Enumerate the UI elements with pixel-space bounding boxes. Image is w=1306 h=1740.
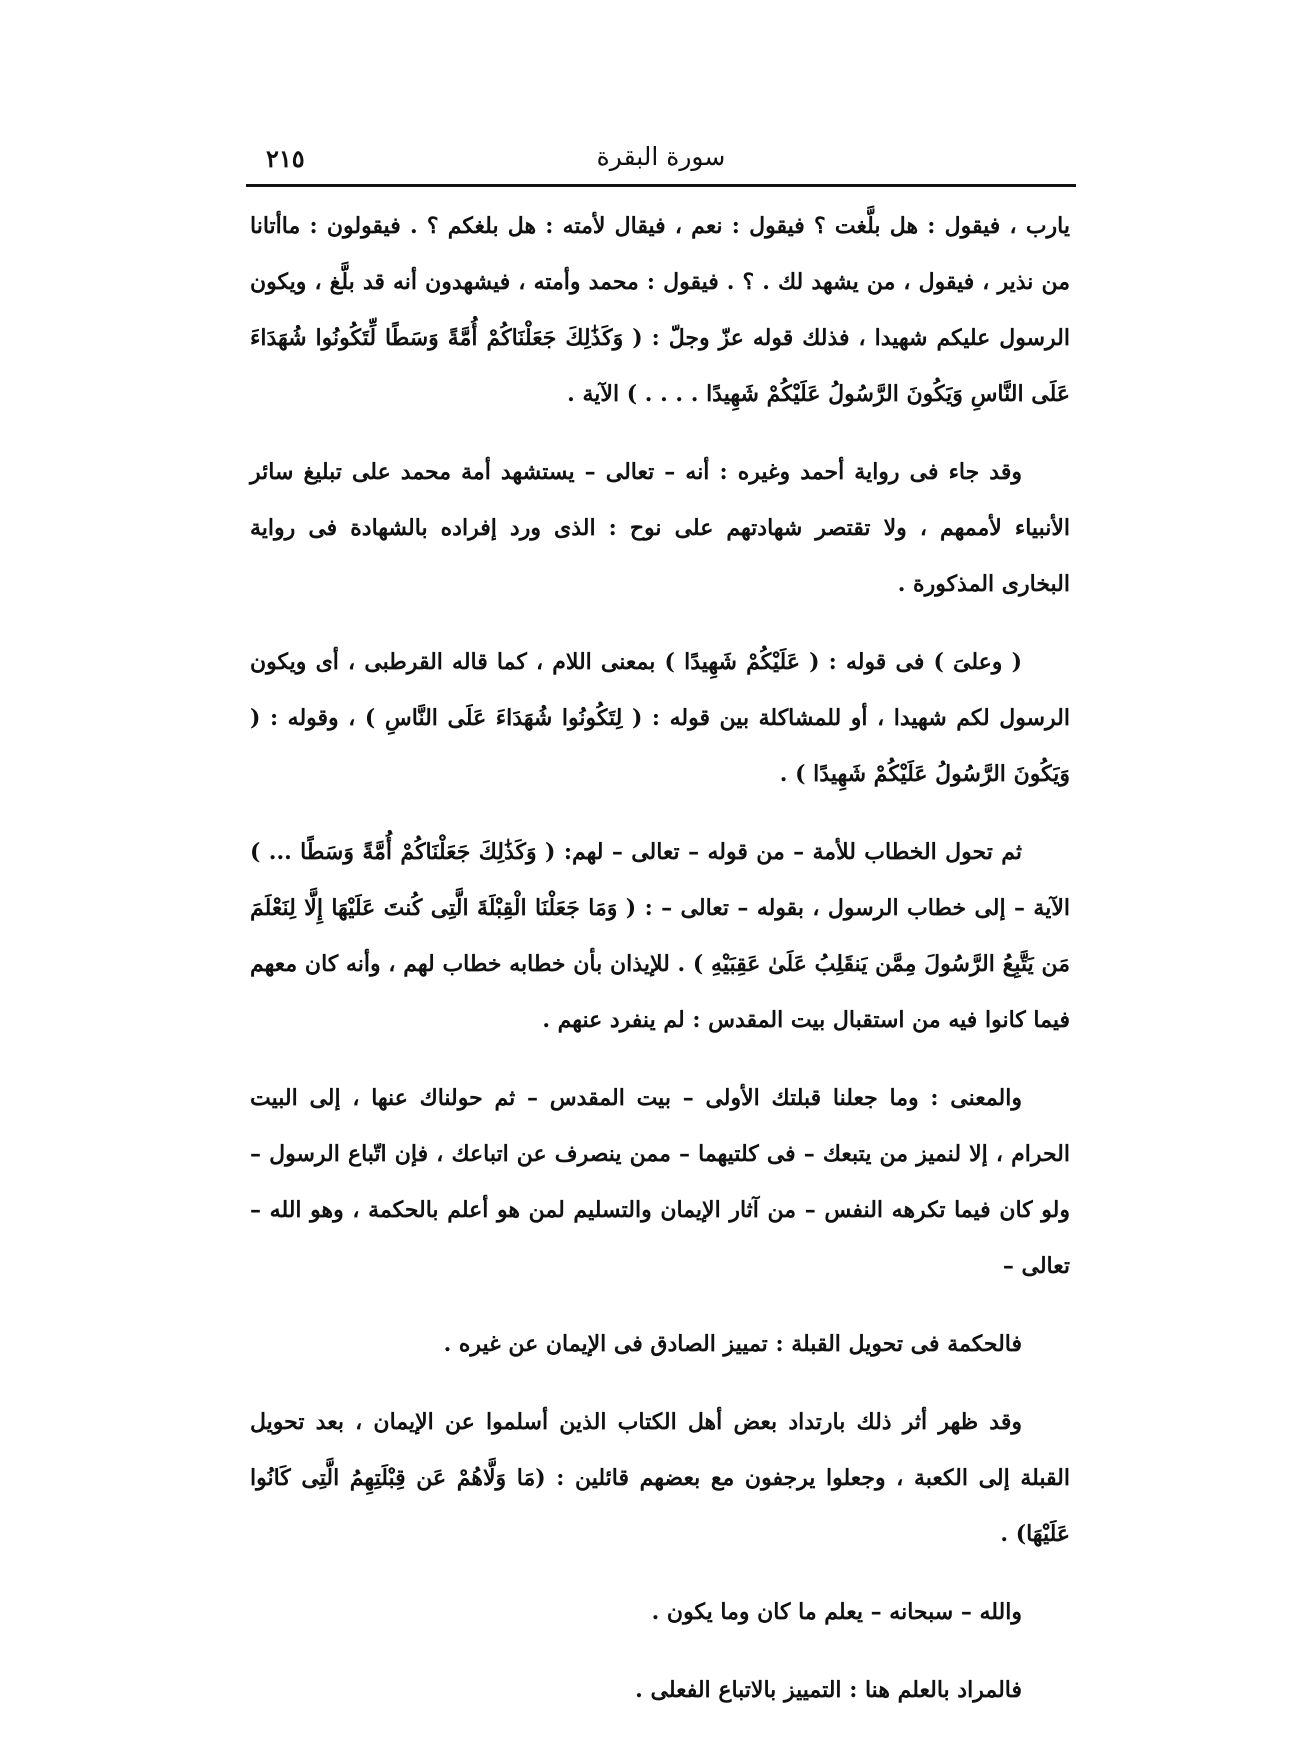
paragraph-7: وقد ظهر أثر ذلك بارتداد بعض أهل الكتاب الذين أسلموا عن الإيمان ، بعد تحويل القبلة إلى الكعبة ، وجعلوا يرجفون مع بعضهم قائلين : (مَا وَلَّاهُمْ عَن قِبْلَتِهِمُ الَّتِى كَانُوا عَلَيْهَا) . bbox=[250, 1409, 1070, 1547]
page-number: ٢١٥ bbox=[266, 144, 305, 173]
paragraph-2: وقد جاء فى رواية أحمد وغيره : أنه – تعالى – يستشهد أمة محمد على تبليغ سائر الأنبياء لأممهم ، ولا تقتصر شهادتهم على نوح : الذى ورد إفراده بالشهادة فى رواية البخارى المذكورة . bbox=[250, 459, 1070, 597]
header-rule bbox=[246, 184, 1076, 187]
paragraph-6: فالحكمة فى تحويل القبلة : تمييز الصادق فى الإيمان عن غيره . bbox=[443, 1331, 1022, 1357]
paragraph-5: والمعنى : وما جعلنا قبلتك الأولى – بيت المقدس – ثم حولناك عنها ، إلى البيت الحرام ، إلا لنميز من يتبعك – فى كلتيهما – ممن ينصرف عن اتباعك ، فإن اتّباع الرسول – ولو كان فيما تكرهه النفس – من آثار الإيمان والتسليم لمن هو أعلم بالحكمة ، وهو الله – تعالى – bbox=[250, 1085, 1070, 1279]
running-title: سورة البقرة bbox=[596, 142, 726, 171]
paragraph-3: ( وعلىَ ) فى قوله : ( عَلَيْكُمْ شَهِيدًا ) بمعنى اللام ، كما قاله القرطبى ، أى ويكون الرسول لكم شهيدا ، أو للمشاكلة بين قوله : ( لِتَكُونُوا شُهَدَاءَ عَلَى النَّاسِ ) ، وقوله : ( وَيَكُونَ الرَّسُولُ عَلَيْكُمْ شَهِيدًا ) . bbox=[250, 649, 1070, 787]
paragraph-4: ثم تحول الخطاب للأمة – من قوله – تعالى – لهم: ( وَكَذَٰلِكَ جَعَلْنَاكُمْ أُمَّةً وَسَطًا ... ) الآية – إلى خطاب الرسول ، بقوله – تعالى – : ( وَمَا جَعَلْنَا الْقِبْلَةَ الَّتِى كُنتَ عَلَيْهَا إِلَّا لِنَعْلَمَ مَن يَتَّبِعُ الرَّسُولَ مِمَّن يَنقَلِبُ عَلَىٰ عَقِبَيْهِ ) . للإيذان بأن خطابه خطاب لهم ، وأنه كان معهم فيما كانوا فيه من استقبال بيت المقدس : لم ينفرد عنهم . bbox=[250, 839, 1070, 1033]
paragraph-9: فالمراد بالعلم هنا : التمييز بالاتباع الفعلى . bbox=[635, 1677, 1022, 1703]
paragraph-8: والله – سبحانه – يعلم ما كان وما يكون . bbox=[651, 1599, 1022, 1625]
paragraph-1: يارب ، فيقول : هل بلَّغت ؟ فيقول : نعم ، فيقال لأمته : هل بلغكم ؟ . فيقولون : ماأتانا من نذير ، فيقول ، من يشهد لك . ؟ . فيقول : محمد وأمته ، فيشهدون أنه قد بلَّغ ، ويكون الرسول عليكم شهيدا ، فذلك قوله عزّ وجلّ : ( وَكَذَٰلِكَ جَعَلْنَاكُمْ أُمَّةً وَسَطًا لِّتَكُونُوا شُهَدَاءَ عَلَى النَّاسِ وَيَكُونَ الرَّسُولُ عَلَيْكُمْ شَهِيدًا . . . . ) الآية . bbox=[250, 213, 1070, 407]
page-header bbox=[246, 138, 1076, 184]
body-text bbox=[250, 198, 1070, 1740]
